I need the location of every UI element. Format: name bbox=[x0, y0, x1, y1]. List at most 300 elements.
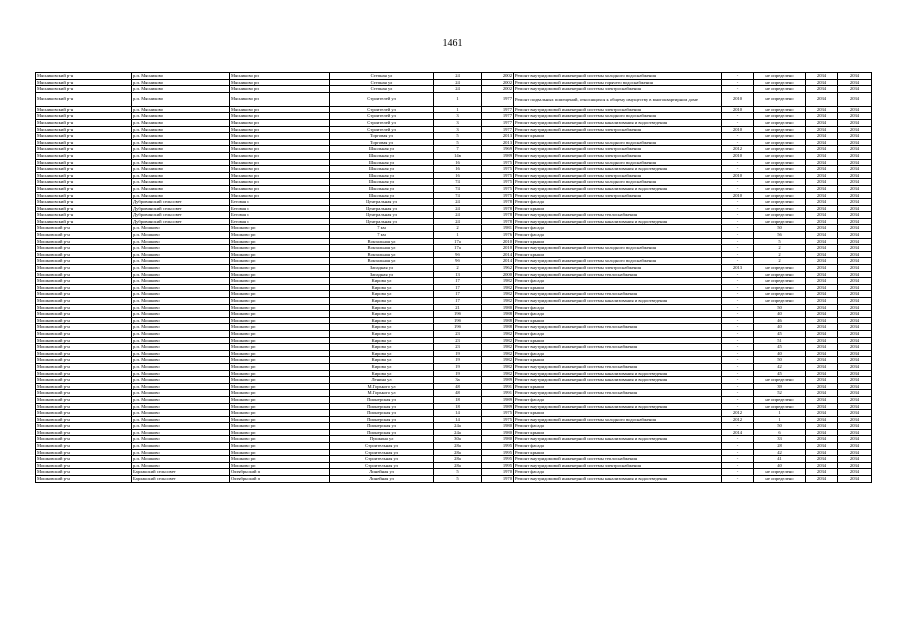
cell-street: М.Горького ул bbox=[330, 383, 434, 390]
cell-district: Мошковский р-н bbox=[36, 396, 132, 403]
cell-work-type: Ремонт внутридомовой инженерной системы холодного водоснабжения bbox=[514, 245, 722, 252]
cell-plan-end: 2034 bbox=[838, 403, 872, 410]
cell-cost: 50 bbox=[754, 423, 806, 430]
cell-plan-end: 2034 bbox=[838, 476, 872, 483]
cell-settlement: Мясниково рп bbox=[230, 172, 330, 179]
cell-plan-end: 2034 bbox=[838, 73, 872, 80]
cell-plan-start: 2034 bbox=[806, 258, 838, 265]
cell-last-repair-year: - bbox=[722, 284, 754, 291]
cell-house-number: 19 bbox=[434, 350, 482, 357]
cell-plan-end: 2034 bbox=[838, 86, 872, 93]
cell-plan-start: 2034 bbox=[806, 410, 838, 417]
cell-build-year: 1978 bbox=[482, 205, 514, 212]
cell-municipality: р.п. Мясниково bbox=[132, 185, 230, 192]
table-row bbox=[36, 159, 872, 166]
cell-district: Мясниковский р-н bbox=[36, 126, 132, 133]
cell-work-type: Ремонт внутридомовой инженерной системы холодного водоснабжения bbox=[514, 159, 722, 166]
cell-district: Мясниковский р-н bbox=[36, 133, 132, 140]
cell-cost: не определено bbox=[754, 192, 806, 199]
cell-house-number: 23 bbox=[434, 344, 482, 351]
cell-work-type: Ремонт внутридомовой инженерной системы теплоснабжения bbox=[514, 456, 722, 463]
cell-district: Мошковский р-н bbox=[36, 284, 132, 291]
cell-settlement: Мясниково рп bbox=[230, 192, 330, 199]
table-row bbox=[36, 456, 872, 463]
cell-work-type: Ремонт фасада bbox=[514, 330, 722, 337]
cell-street: Кирова ул bbox=[330, 284, 434, 291]
cell-last-repair-year: - bbox=[722, 232, 754, 239]
cell-settlement: Октябрьский п bbox=[230, 476, 330, 483]
cell-build-year: 2002 bbox=[482, 86, 514, 93]
cell-build-year: 1975 bbox=[482, 166, 514, 173]
cell-house-number: 3 bbox=[434, 126, 482, 133]
cell-house-number: 21 bbox=[434, 304, 482, 311]
cell-municipality: р.п. Мошково bbox=[132, 324, 230, 331]
cell-house-number: 2 bbox=[434, 265, 482, 272]
cell-cost: 2 bbox=[754, 245, 806, 252]
cell-district: Мясниковский р-н bbox=[36, 179, 132, 186]
cell-build-year: 1977 bbox=[482, 113, 514, 120]
cell-municipality: р.п. Мясниково bbox=[132, 79, 230, 86]
cell-build-year: 2014 bbox=[482, 251, 514, 258]
cell-cost: 39 bbox=[754, 383, 806, 390]
cell-last-repair-year: - bbox=[722, 423, 754, 430]
cell-last-repair-year: - bbox=[722, 324, 754, 331]
cell-last-repair-year: - bbox=[722, 218, 754, 225]
cell-street: Кирова ул bbox=[330, 363, 434, 370]
cell-plan-end: 2034 bbox=[838, 370, 872, 377]
table-row bbox=[36, 245, 872, 252]
table-row bbox=[36, 449, 872, 456]
cell-build-year: 1975 bbox=[482, 179, 514, 186]
cell-plan-start: 2034 bbox=[806, 126, 838, 133]
cell-street: Кирова ул bbox=[330, 370, 434, 377]
cell-street: Школьная ул bbox=[330, 159, 434, 166]
cell-house-number: 9б bbox=[434, 258, 482, 265]
cell-plan-start: 2034 bbox=[806, 192, 838, 199]
cell-last-repair-year: 2010 bbox=[722, 92, 754, 106]
cell-settlement: Мясниково рп bbox=[230, 166, 330, 173]
cell-plan-end: 2034 bbox=[838, 199, 872, 206]
cell-work-type: Ремонт крыши bbox=[514, 383, 722, 390]
cell-municipality: р.п. Мошково bbox=[132, 357, 230, 364]
cell-municipality: р.п. Мошково bbox=[132, 410, 230, 417]
cell-street: Центральная ул bbox=[330, 212, 434, 219]
cell-house-number: 24 bbox=[434, 86, 482, 93]
cell-settlement: Мошково рп bbox=[230, 449, 330, 456]
cell-settlement: Мошково рп bbox=[230, 232, 330, 239]
cell-work-type: Ремонт внутридомовой инженерной системы электроснабжения bbox=[514, 146, 722, 153]
cell-plan-end: 2034 bbox=[838, 377, 872, 384]
cell-street: Степная ул bbox=[330, 73, 434, 80]
cell-municipality: р.п. Мошково bbox=[132, 443, 230, 450]
cell-cost: 2 bbox=[754, 258, 806, 265]
cell-house-number: 7 bbox=[434, 146, 482, 153]
cell-plan-start: 2034 bbox=[806, 265, 838, 272]
cell-cost: 50 bbox=[754, 225, 806, 232]
table-row bbox=[36, 271, 872, 278]
cell-street: Торговая ул bbox=[330, 133, 434, 140]
cell-street: Школьная ул bbox=[330, 166, 434, 173]
cell-street: Кирова ул bbox=[330, 304, 434, 311]
cell-plan-end: 2034 bbox=[838, 416, 872, 423]
cell-plan-start: 2034 bbox=[806, 403, 838, 410]
cell-plan-end: 2034 bbox=[838, 291, 872, 298]
cell-last-repair-year: 2010 bbox=[722, 152, 754, 159]
cell-district: Мясниковский р-н bbox=[36, 159, 132, 166]
cell-settlement: Мошково рп bbox=[230, 423, 330, 430]
cell-street: Кирова ул bbox=[330, 311, 434, 318]
cell-cost: не определено bbox=[754, 205, 806, 212]
cell-work-type: Ремонт внутридомовой инженерной системы теплоснабжения bbox=[514, 271, 722, 278]
cell-plan-start: 2034 bbox=[806, 429, 838, 436]
cell-district: Мясниковский р-н bbox=[36, 152, 132, 159]
cell-plan-start: 2034 bbox=[806, 291, 838, 298]
cell-build-year: 1988 bbox=[482, 324, 514, 331]
cell-municipality: р.п. Мясниково bbox=[132, 73, 230, 80]
cell-last-repair-year: - bbox=[722, 271, 754, 278]
cell-cost: 46 bbox=[754, 317, 806, 324]
cell-build-year: 1989 bbox=[482, 377, 514, 384]
cell-work-type: Ремонт внутридомовой инженерной системы холодного водоснабжения bbox=[514, 113, 722, 120]
cell-last-repair-year: - bbox=[722, 436, 754, 443]
cell-work-type: Ремонт крыши bbox=[514, 238, 722, 245]
table-row bbox=[36, 298, 872, 305]
cell-last-repair-year: - bbox=[722, 185, 754, 192]
cell-plan-end: 2034 bbox=[838, 218, 872, 225]
cell-last-repair-year: 2010 bbox=[722, 106, 754, 113]
cell-street: Пушкина ул bbox=[330, 436, 434, 443]
table-row bbox=[36, 79, 872, 86]
cell-street: Линейная ул bbox=[330, 476, 434, 483]
cell-street: Строителей ул bbox=[330, 126, 434, 133]
cell-street: Ленина ул bbox=[330, 377, 434, 384]
cell-municipality: р.п. Мясниково bbox=[132, 146, 230, 153]
cell-municipality: р.п. Мошково bbox=[132, 291, 230, 298]
cell-district: Мясниковский р-н bbox=[36, 199, 132, 206]
cell-house-number: 17 bbox=[434, 298, 482, 305]
cell-cost: 33 bbox=[754, 436, 806, 443]
table-row bbox=[36, 370, 872, 377]
cell-plan-end: 2034 bbox=[838, 304, 872, 311]
cell-district: Мясниковский р-н bbox=[36, 205, 132, 212]
cell-plan-end: 2034 bbox=[838, 265, 872, 272]
cell-last-repair-year: - bbox=[722, 304, 754, 311]
table-row bbox=[36, 390, 872, 397]
cell-house-number: 17 bbox=[434, 284, 482, 291]
cell-settlement: Мошково рп bbox=[230, 443, 330, 450]
cell-municipality: р.п. Мошково bbox=[132, 258, 230, 265]
cell-district: Мошковский р-н bbox=[36, 258, 132, 265]
cell-settlement: Мошково рп bbox=[230, 271, 330, 278]
cell-work-type: Ремонт крыши bbox=[514, 449, 722, 456]
cell-house-number: 48 bbox=[434, 383, 482, 390]
cell-district: Мошковский р-н bbox=[36, 476, 132, 483]
cell-work-type: Ремонт внутридомовой инженерной системы канализования и водоотведения bbox=[514, 436, 722, 443]
cell-municipality: р.п. Мошково bbox=[132, 311, 230, 318]
cell-last-repair-year: - bbox=[722, 179, 754, 186]
cell-cost: 2 bbox=[754, 251, 806, 258]
cell-settlement: Мясниково рп bbox=[230, 159, 330, 166]
cell-district: Мясниковский р-н bbox=[36, 185, 132, 192]
cell-work-type: Ремонт внутридомовой инженерной системы холодного водоснабжения bbox=[514, 73, 722, 80]
table-row bbox=[36, 324, 872, 331]
cell-plan-start: 2034 bbox=[806, 179, 838, 186]
cell-district: Мясниковский р-н bbox=[36, 172, 132, 179]
cell-settlement: Мошково рп bbox=[230, 258, 330, 265]
cell-house-number: 28а bbox=[434, 456, 482, 463]
cell-settlement: Мошково рп bbox=[230, 225, 330, 232]
cell-build-year: 1975 bbox=[482, 192, 514, 199]
cell-plan-end: 2034 bbox=[838, 238, 872, 245]
table-row bbox=[36, 119, 872, 126]
cell-cost: 45 bbox=[754, 344, 806, 351]
table-row bbox=[36, 357, 872, 364]
cell-last-repair-year: 2012 bbox=[722, 410, 754, 417]
cell-house-number: 48 bbox=[434, 390, 482, 397]
cell-street: Пионерская ул bbox=[330, 416, 434, 423]
cell-district: Мошковский р-н bbox=[36, 370, 132, 377]
cell-house-number: 24 bbox=[434, 79, 482, 86]
cell-plan-end: 2034 bbox=[838, 363, 872, 370]
cell-house-number: 74 bbox=[434, 179, 482, 186]
cell-cost: 28 bbox=[754, 443, 806, 450]
cell-cost: 42 bbox=[754, 449, 806, 456]
cell-plan-end: 2034 bbox=[838, 185, 872, 192]
cell-cost: не определено bbox=[754, 396, 806, 403]
cell-cost: не определено bbox=[754, 166, 806, 173]
cell-settlement: Мошково рп bbox=[230, 377, 330, 384]
cell-cost: не определено bbox=[754, 271, 806, 278]
cell-plan-end: 2034 bbox=[838, 423, 872, 430]
cell-district: Мошковский р-н bbox=[36, 416, 132, 423]
cell-plan-start: 2034 bbox=[806, 383, 838, 390]
cell-cost: не определено bbox=[754, 159, 806, 166]
cell-district: Мошковский р-н bbox=[36, 390, 132, 397]
cell-house-number: 30а bbox=[434, 436, 482, 443]
cell-house-number: 16 bbox=[434, 172, 482, 179]
cell-municipality: р.п. Мясниково bbox=[132, 133, 230, 140]
cell-last-repair-year: - bbox=[722, 370, 754, 377]
cell-settlement: Мошково рп bbox=[230, 403, 330, 410]
cell-settlement: Мясниково рп bbox=[230, 126, 330, 133]
cell-district: Мошковский р-н bbox=[36, 403, 132, 410]
cell-build-year: 1988 bbox=[482, 317, 514, 324]
cell-build-year: 1975 bbox=[482, 159, 514, 166]
cell-build-year: 2002 bbox=[482, 73, 514, 80]
cell-settlement: Беговая с bbox=[230, 205, 330, 212]
cell-house-number: 5 bbox=[434, 133, 482, 140]
cell-settlement: Мошково рп bbox=[230, 350, 330, 357]
table-row bbox=[36, 185, 872, 192]
cell-municipality: Дубровинский сельсовет bbox=[132, 199, 230, 206]
cell-plan-start: 2034 bbox=[806, 271, 838, 278]
cell-district: Мошковский р-н bbox=[36, 350, 132, 357]
cell-last-repair-year: - bbox=[722, 469, 754, 476]
cell-plan-end: 2034 bbox=[838, 179, 872, 186]
cell-last-repair-year: 2012 bbox=[722, 416, 754, 423]
cell-build-year: 1976 bbox=[482, 232, 514, 239]
cell-district: Мошковский р-н bbox=[36, 317, 132, 324]
cell-plan-end: 2034 bbox=[838, 390, 872, 397]
cell-build-year: 1995 bbox=[482, 443, 514, 450]
cell-cost: 1 bbox=[754, 416, 806, 423]
cell-street: Кирова ул bbox=[330, 357, 434, 364]
cell-settlement: Мясниково рп bbox=[230, 146, 330, 153]
table-row bbox=[36, 429, 872, 436]
cell-last-repair-year: - bbox=[722, 396, 754, 403]
cell-build-year: 1995 bbox=[482, 449, 514, 456]
cell-street: Центральная ул bbox=[330, 199, 434, 206]
cell-work-type: Ремонт крыши bbox=[514, 133, 722, 140]
cell-house-number: 19 bbox=[434, 370, 482, 377]
cell-plan-start: 2034 bbox=[806, 311, 838, 318]
cell-settlement: Мошково рп bbox=[230, 298, 330, 305]
cell-plan-start: 2034 bbox=[806, 146, 838, 153]
cell-house-number: 14 bbox=[434, 416, 482, 423]
table-row bbox=[36, 113, 872, 120]
cell-cost: не определено bbox=[754, 185, 806, 192]
cell-house-number: 9б bbox=[434, 251, 482, 258]
cell-plan-start: 2034 bbox=[806, 330, 838, 337]
cell-street: Строителей ул bbox=[330, 92, 434, 106]
cell-cost: не определено bbox=[754, 403, 806, 410]
cell-build-year: 2002 bbox=[482, 79, 514, 86]
cell-work-type: Ремонт внутридомовой инженерной системы электроснабжения bbox=[514, 172, 722, 179]
cell-street: Вокзальная ул bbox=[330, 258, 434, 265]
table-row bbox=[36, 86, 872, 93]
cell-plan-end: 2034 bbox=[838, 172, 872, 179]
cell-street: 7 км bbox=[330, 225, 434, 232]
cell-district: Мясниковский р-н bbox=[36, 106, 132, 113]
cell-house-number: 19б bbox=[434, 324, 482, 331]
cell-plan-start: 2034 bbox=[806, 218, 838, 225]
table-row bbox=[36, 225, 872, 232]
table-row bbox=[36, 166, 872, 173]
cell-cost: не определено bbox=[754, 179, 806, 186]
cell-build-year: 1982 bbox=[482, 357, 514, 364]
cell-plan-start: 2034 bbox=[806, 324, 838, 331]
cell-street: М.Горького ул bbox=[330, 390, 434, 397]
cell-plan-start: 2034 bbox=[806, 304, 838, 311]
cell-house-number: 16 bbox=[434, 159, 482, 166]
cell-build-year: 1991 bbox=[482, 383, 514, 390]
cell-last-repair-year: 2010 bbox=[722, 172, 754, 179]
table-row bbox=[36, 146, 872, 153]
cell-cost: 42 bbox=[754, 363, 806, 370]
cell-district: Мошковский р-н bbox=[36, 423, 132, 430]
cell-cost: 40 bbox=[754, 462, 806, 469]
cell-municipality: р.п. Мошково bbox=[132, 370, 230, 377]
cell-municipality: р.п. Мошково bbox=[132, 423, 230, 430]
cell-cost: не определено bbox=[754, 278, 806, 285]
table-body bbox=[36, 73, 872, 483]
cell-plan-start: 2034 bbox=[806, 449, 838, 456]
cell-last-repair-year: 2012 bbox=[722, 146, 754, 153]
table-row bbox=[36, 106, 872, 113]
cell-settlement: Мошково рп bbox=[230, 429, 330, 436]
cell-street: Пионерская ул bbox=[330, 403, 434, 410]
cell-settlement: Беговая с bbox=[230, 199, 330, 206]
cell-municipality: р.п. Мошково bbox=[132, 251, 230, 258]
cell-house-number: 24 bbox=[434, 205, 482, 212]
cell-house-number: 74 bbox=[434, 185, 482, 192]
cell-house-number: 17 bbox=[434, 291, 482, 298]
cell-plan-end: 2034 bbox=[838, 298, 872, 305]
cell-municipality: р.п. Мошково bbox=[132, 238, 230, 245]
cell-cost: 56 bbox=[754, 232, 806, 239]
cell-build-year: 2010 bbox=[482, 245, 514, 252]
cell-settlement: Беговая с bbox=[230, 212, 330, 219]
cell-last-repair-year: - bbox=[722, 390, 754, 397]
cell-work-type: Ремонт внутридомовой инженерной системы теплоснабжения bbox=[514, 324, 722, 331]
table-row bbox=[36, 192, 872, 199]
cell-work-type: Ремонт внутридомовой инженерной системы канализования и водоотведения bbox=[514, 377, 722, 384]
cell-house-number: 5 bbox=[434, 139, 482, 146]
cell-municipality: Барлакский сельсовет bbox=[132, 476, 230, 483]
table-row bbox=[36, 212, 872, 219]
cell-last-repair-year: - bbox=[722, 298, 754, 305]
cell-street: Кирова ул bbox=[330, 298, 434, 305]
cell-last-repair-year: - bbox=[722, 357, 754, 364]
cell-build-year: 2010 bbox=[482, 238, 514, 245]
cell-work-type: Ремонт крыши bbox=[514, 205, 722, 212]
cell-last-repair-year: - bbox=[722, 330, 754, 337]
cell-plan-start: 2034 bbox=[806, 370, 838, 377]
cell-house-number: 24а bbox=[434, 429, 482, 436]
cell-work-type: Ремонт внутридомовой инженерной системы холодного водоснабжения bbox=[514, 416, 722, 423]
cell-last-repair-year: - bbox=[722, 449, 754, 456]
cell-municipality: р.п. Мясниково bbox=[132, 139, 230, 146]
cell-house-number: 19 bbox=[434, 363, 482, 370]
cell-house-number: 1 bbox=[434, 92, 482, 106]
cell-work-type: Ремонт фасада bbox=[514, 199, 722, 206]
cell-settlement: Мошково рп bbox=[230, 317, 330, 324]
cell-settlement: Мошково рп bbox=[230, 324, 330, 331]
cell-last-repair-year: - bbox=[722, 443, 754, 450]
table-row bbox=[36, 476, 872, 483]
cell-settlement: Мясниково рп bbox=[230, 185, 330, 192]
cell-last-repair-year: - bbox=[722, 317, 754, 324]
cell-last-repair-year: - bbox=[722, 212, 754, 219]
cell-plan-end: 2034 bbox=[838, 271, 872, 278]
cell-settlement: Мясниково рп bbox=[230, 133, 330, 140]
table-row bbox=[36, 284, 872, 291]
cell-district: Мошковский р-н bbox=[36, 265, 132, 272]
cell-plan-start: 2034 bbox=[806, 199, 838, 206]
cell-district: Мошковский р-н bbox=[36, 251, 132, 258]
cell-build-year: 1978 bbox=[482, 218, 514, 225]
cell-municipality: р.п. Мошково bbox=[132, 436, 230, 443]
cell-street: Строителей ул bbox=[330, 113, 434, 120]
cell-house-number: 24а bbox=[434, 423, 482, 430]
table-row bbox=[36, 304, 872, 311]
cell-street: Пионерская ул bbox=[330, 429, 434, 436]
cell-plan-start: 2034 bbox=[806, 245, 838, 252]
cell-municipality: р.п. Мошково bbox=[132, 330, 230, 337]
cell-plan-start: 2034 bbox=[806, 238, 838, 245]
table-row bbox=[36, 291, 872, 298]
cell-settlement: Мясниково рп bbox=[230, 179, 330, 186]
cell-house-number: 23 bbox=[434, 330, 482, 337]
cell-last-repair-year: 2010 bbox=[722, 192, 754, 199]
cell-plan-start: 2034 bbox=[806, 166, 838, 173]
cell-work-type: Ремонт внутридомовой инженерной системы канализования и водоотведения bbox=[514, 476, 722, 483]
cell-settlement: Мошково рп bbox=[230, 370, 330, 377]
cell-plan-start: 2034 bbox=[806, 363, 838, 370]
cell-build-year: 1978 bbox=[482, 212, 514, 219]
cell-district: Мошковский р-н bbox=[36, 245, 132, 252]
cell-district: Мошковский р-н bbox=[36, 278, 132, 285]
